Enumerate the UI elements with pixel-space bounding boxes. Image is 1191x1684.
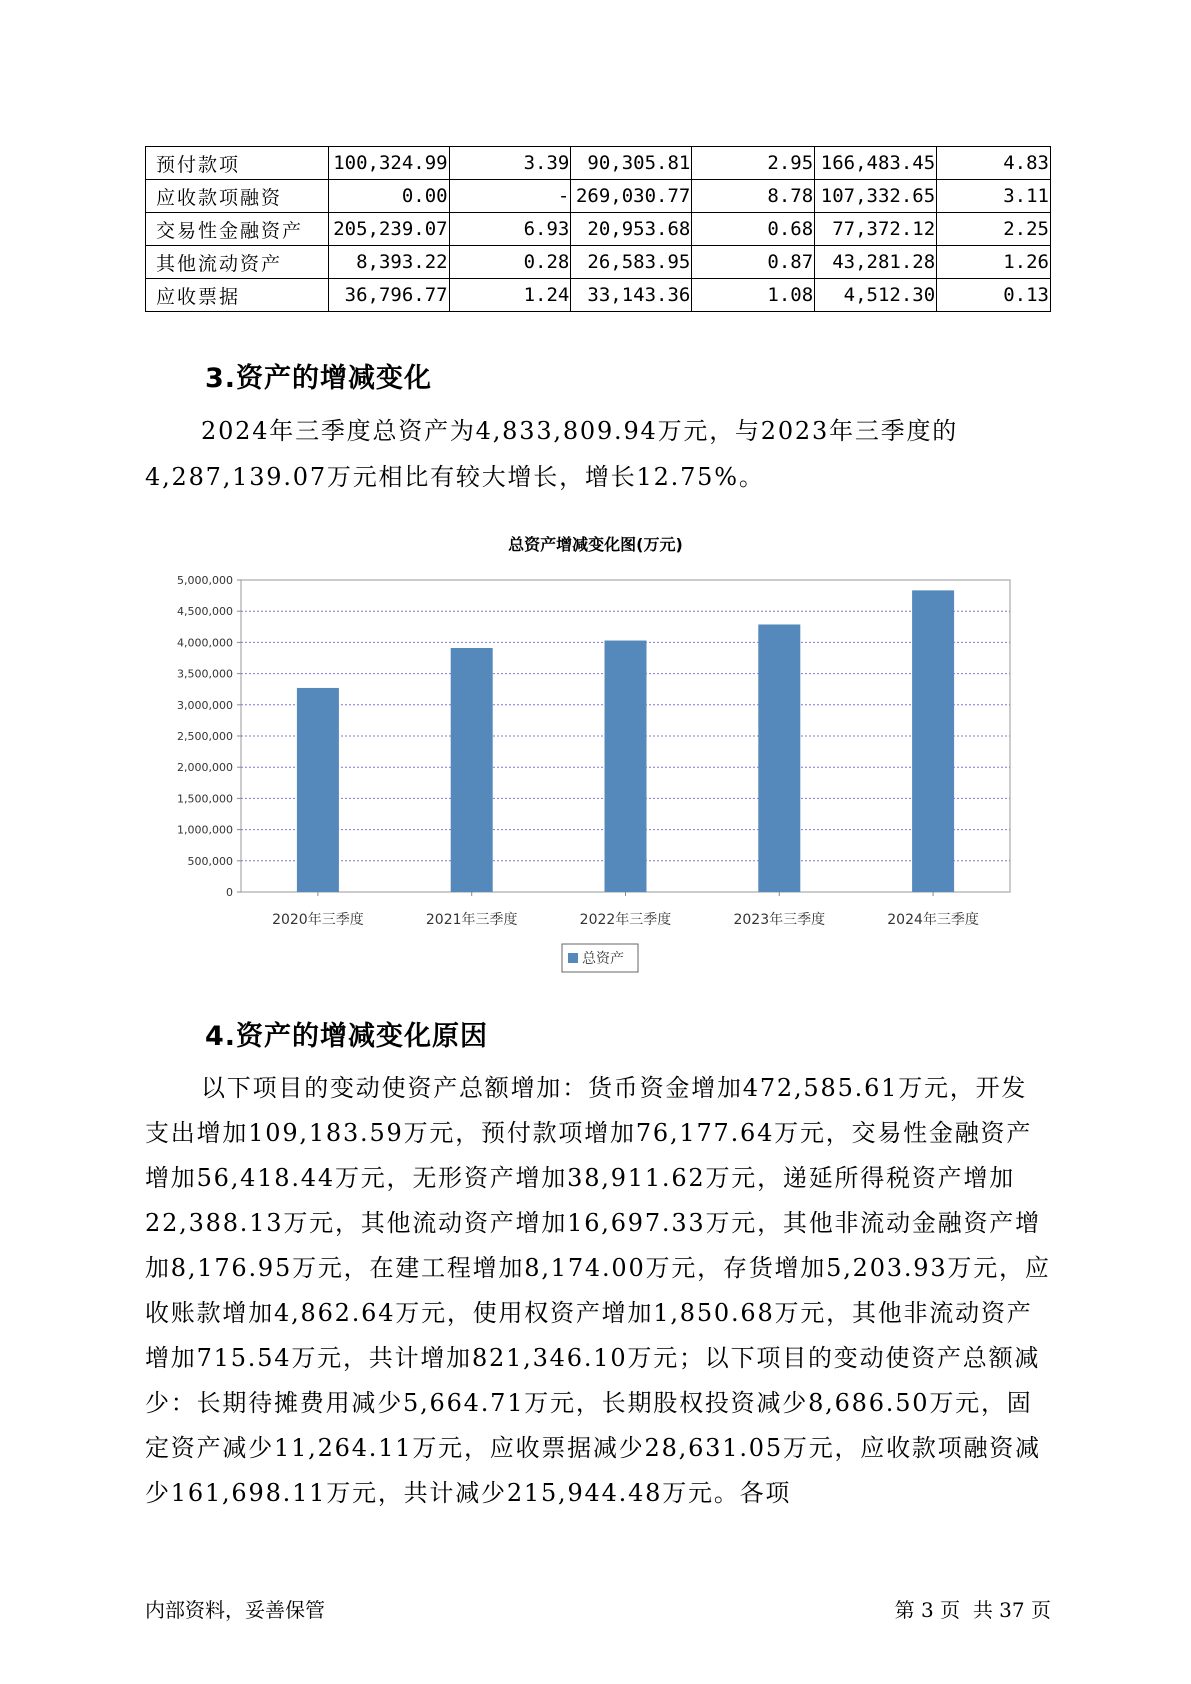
- table-cell: 33,143.36: [571, 279, 692, 312]
- table-cell: 0.13: [937, 279, 1051, 312]
- x-tick-label: 2024年三季度: [887, 912, 979, 928]
- table-cell: 2.25: [937, 213, 1051, 246]
- table-cell: 107,332.65: [815, 180, 937, 213]
- table-cell: 36,796.77: [328, 279, 449, 312]
- table-cell: -: [449, 180, 571, 213]
- table-cell: 4,512.30: [815, 279, 937, 312]
- table-cell: 8.78: [692, 180, 815, 213]
- chart-title: 总资产增减变化图(万元): [508, 535, 683, 554]
- table-cell: 6.93: [449, 213, 571, 246]
- table-cell: 0.28: [449, 246, 571, 279]
- y-tick-label: 500,000: [187, 854, 233, 868]
- y-tick-label: 2,000,000: [177, 761, 233, 775]
- legend-label: 总资产: [582, 951, 624, 967]
- x-tick-label: 2023年三季度: [733, 912, 826, 928]
- row-label: 预付款项: [146, 147, 329, 180]
- y-tick-label: 3,000,000: [177, 698, 233, 712]
- row-label: 交易性金融资产: [146, 213, 329, 246]
- table-cell: 0.00: [328, 180, 449, 213]
- y-tick-label: 1,500,000: [177, 792, 233, 806]
- table-cell: 43,281.28: [815, 246, 937, 279]
- table-cell: 4.83: [937, 147, 1051, 180]
- legend-swatch: [568, 953, 578, 963]
- table-cell: 205,239.07: [328, 213, 449, 246]
- table-cell: 0.87: [692, 246, 815, 279]
- y-tick-label: 2,500,000: [177, 730, 233, 743]
- section4-paragraph: 以下项目的变动使资产总额增加：货币资金增加472,585.61万元，开发支出增加109,183.59万元，预付款项增加76,177.64万元，交易性金融资产增加56,418.44万元，无形资产增加38,911.62万元，递延所得税资产增加22,388.13万元，其他流动资产增加16,697.33万元，其他非流动金融资产增加8,176.95万元，在建工程增加8,174.00万元，存货增加5,203.93万元，应收账款增加4,862.64万元，使用权资产增加1,850.68万元，其他非流动资产增加715.54万元，共计增加821,346.10万元；以下项目的变动使资产总额减少：长期待摊费用减少5,664.71万元，长期股权投资减少8,686.50万元，固定资产减少11,264.11万元，应收票据减少28,631.05万元，应收款项融资减少161,698.11万元，共计减少215,944.48万元。各项: [145, 1074, 1051, 1507]
- table-cell: 77,372.12: [815, 213, 937, 246]
- bar: [451, 648, 493, 892]
- table-cell: 0.68: [692, 213, 815, 246]
- row-label: 其他流动资产: [146, 246, 329, 279]
- section4-heading: 4.资产的增减变化原因: [205, 1021, 489, 1052]
- table-cell: 269,030.77: [571, 180, 692, 213]
- y-tick-label: 5,000,000: [177, 574, 233, 587]
- table-cell: 1.08: [692, 279, 815, 312]
- x-tick-label: 2021年三季度: [425, 912, 518, 928]
- table-cell: 26,583.95: [571, 246, 692, 279]
- x-tick-label: 2020年三季度: [272, 912, 364, 928]
- table-cell: 3.11: [937, 180, 1051, 213]
- bar: [912, 590, 954, 892]
- bar: [758, 624, 800, 892]
- y-tick-label: 4,000,000: [177, 636, 233, 650]
- table-cell: 3.39: [449, 147, 571, 180]
- y-tick-label: 1,000,000: [177, 823, 233, 837]
- y-tick-label: 4,500,000: [177, 605, 233, 619]
- bar: [297, 688, 339, 892]
- x-tick-label: 2022年三季度: [579, 912, 672, 928]
- table-cell: 166,483.45: [815, 147, 937, 180]
- bar: [605, 641, 647, 892]
- table-cell: 2.95: [692, 147, 815, 180]
- table-cell: 90,305.81: [571, 147, 692, 180]
- y-tick-label: 3,500,000: [177, 667, 233, 681]
- table-cell: 1.26: [937, 246, 1051, 279]
- y-tick-label: 0: [226, 886, 233, 899]
- section3-heading: 3.资产的增减变化: [205, 363, 433, 394]
- footer-page-number: 第 3 页 共 37 页: [894, 1598, 1051, 1622]
- table-cell: 8,393.22: [328, 246, 449, 279]
- row-label: 应收款项融资: [146, 180, 329, 213]
- section3-paragraph: 2024年三季度总资产为4,833,809.94万元，与2023年三季度的4,287,139.07万元相比有较大增长，增长12.75%。: [145, 417, 959, 491]
- table-cell: 20,953.68: [571, 213, 692, 246]
- table-cell: 100,324.99: [328, 147, 449, 180]
- table-cell: 1.24: [449, 279, 571, 312]
- footer-confidential: 内部资料，妥善保管: [145, 1598, 325, 1622]
- row-label: 应收票据: [146, 279, 329, 312]
